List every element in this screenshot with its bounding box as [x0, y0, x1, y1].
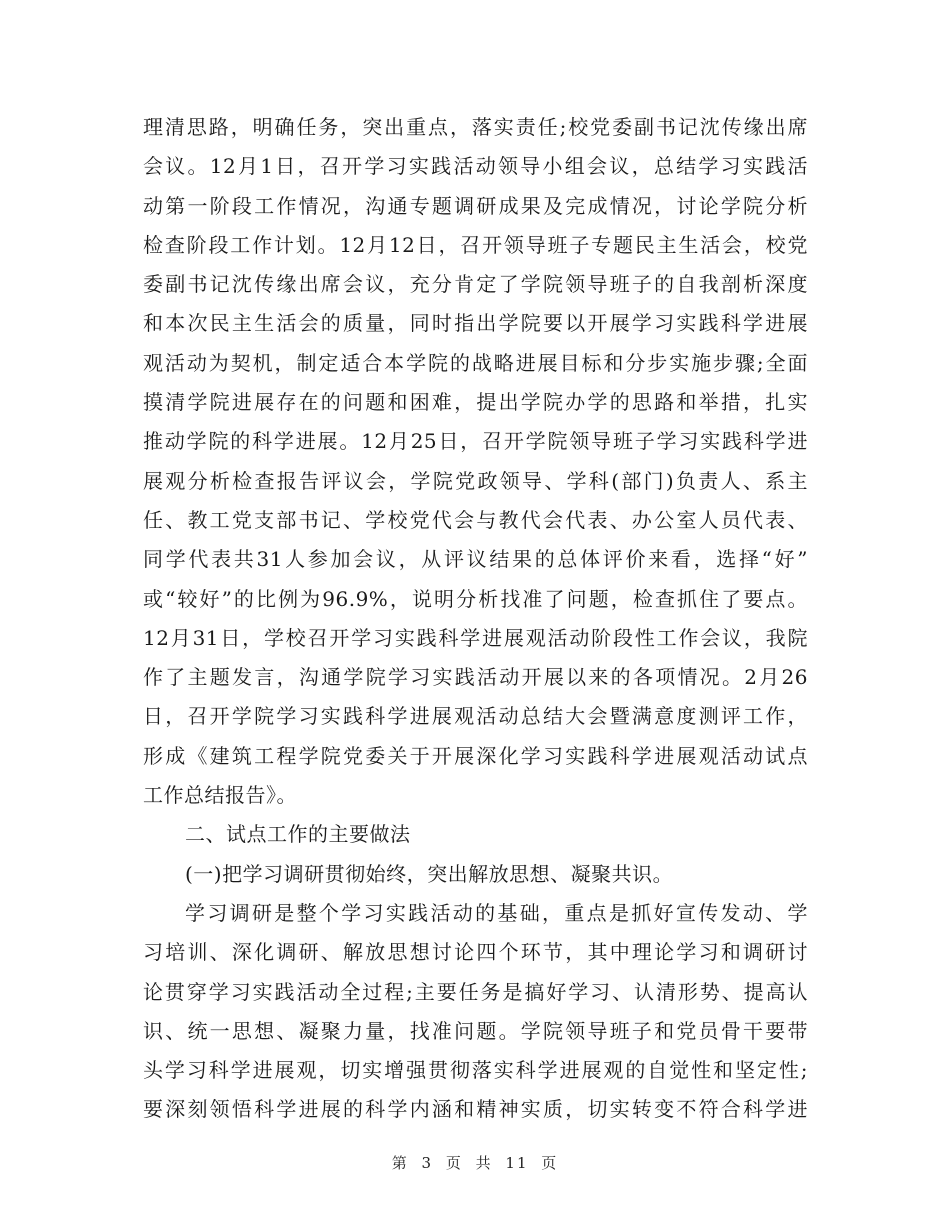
text-line: 作了主题发言，沟通学院学习实践活动开展以来的各项情况。2月26 [143, 665, 808, 690]
page-footer [0, 1152, 950, 1173]
text-line: 形成《建筑工程学院党委关于开展深化学习实践科学进展观活动试点 [143, 743, 808, 768]
text-line: 12月31日，学校召开学习实践科学进展观活动阶段性工作会议，我院 [143, 625, 808, 650]
footer-page-label: 第 [391, 1154, 409, 1172]
text-line: 头学习科学进展观，切实增强贯彻落实科学进展观的自觉性和坚定性; [143, 1058, 808, 1083]
text-line: 动第一阶段工作情况，沟通专题调研成果及完成情况，讨论学院分析 [143, 193, 808, 218]
text-line: 学习调研是整个学习实践活动的基础，重点是抓好宣传发动、学 [185, 900, 808, 925]
text-line: 摸清学院进展存在的问题和困难，提出学院办学的思路和举措，扎实 [143, 390, 808, 415]
footer-total-unit: 页 [541, 1154, 559, 1172]
section-heading: 二、试点工作的主要做法 [185, 822, 411, 847]
text-line: 检查阶段工作计划。12月12日，召开领导班子专题民主生活会，校党 [143, 232, 808, 257]
text-line: 或“较好”的比例为96.9%，说明分析找准了问题，检查抓住了要点。 [143, 586, 808, 611]
text-line: 推动学院的科学进展。12月25日，召开学院领导班子学习实践科学进 [143, 429, 808, 454]
text-line: 和本次民主生活会的质量，同时指出学院要以开展学习实践科学进展 [143, 311, 808, 336]
text-line: 同学代表共31人参加会议，从评议结果的总体评价来看，选择“好” [143, 547, 808, 572]
text-line: 工作总结报告》。 [143, 783, 297, 808]
text-line: 识、统一思想、凝聚力量，找准问题。学院领导班子和党员骨干要带 [143, 1018, 808, 1043]
text-line: 要深刻领悟科学进展的科学内涵和精神实质，切实转变不符合科学进 [143, 1097, 808, 1122]
text-line: 会议。12月1日，召开学习实践活动领导小组会议，总结学习实践活 [143, 154, 808, 179]
text-line: 展观分析检查报告评议会，学院党政领导、学科(部门)负责人、系主 [143, 468, 808, 493]
text-line: 日，召开学院学习实践科学进展观活动总结大会暨满意度测评工作， [143, 704, 808, 729]
text-line: 委副书记沈传缘出席会议，充分肯定了学院领导班子的自我剖析深度 [143, 272, 808, 297]
text-line: 习培训、深化调研、解放思想讨论四个环节，其中理论学习和调研讨 [143, 940, 808, 965]
footer-total-label: 共 [475, 1154, 493, 1172]
document-body [143, 108, 808, 1130]
text-line: 观活动为契机，制定适合本学院的战略进展目标和分步实施步骤;全面 [143, 350, 808, 375]
text-line: 论贯穿学习实践活动全过程;主要任务是搞好学习、认清形势、提高认 [143, 979, 808, 1004]
footer-page-unit: 页 [445, 1154, 463, 1172]
footer-total-pages: 11 [505, 1154, 529, 1172]
text-line: 任、教工党支部书记、学校党代会与教代会代表、办公室人员代表、 [143, 507, 808, 532]
footer-page-number: 3 [421, 1154, 434, 1172]
subsection-heading: (一)把学习调研贯彻始终，突出解放思想、凝聚共识。 [185, 861, 674, 886]
text-line: 理清思路，明确任务，突出重点，落实责任;校党委副书记沈传缘出席 [143, 115, 808, 139]
